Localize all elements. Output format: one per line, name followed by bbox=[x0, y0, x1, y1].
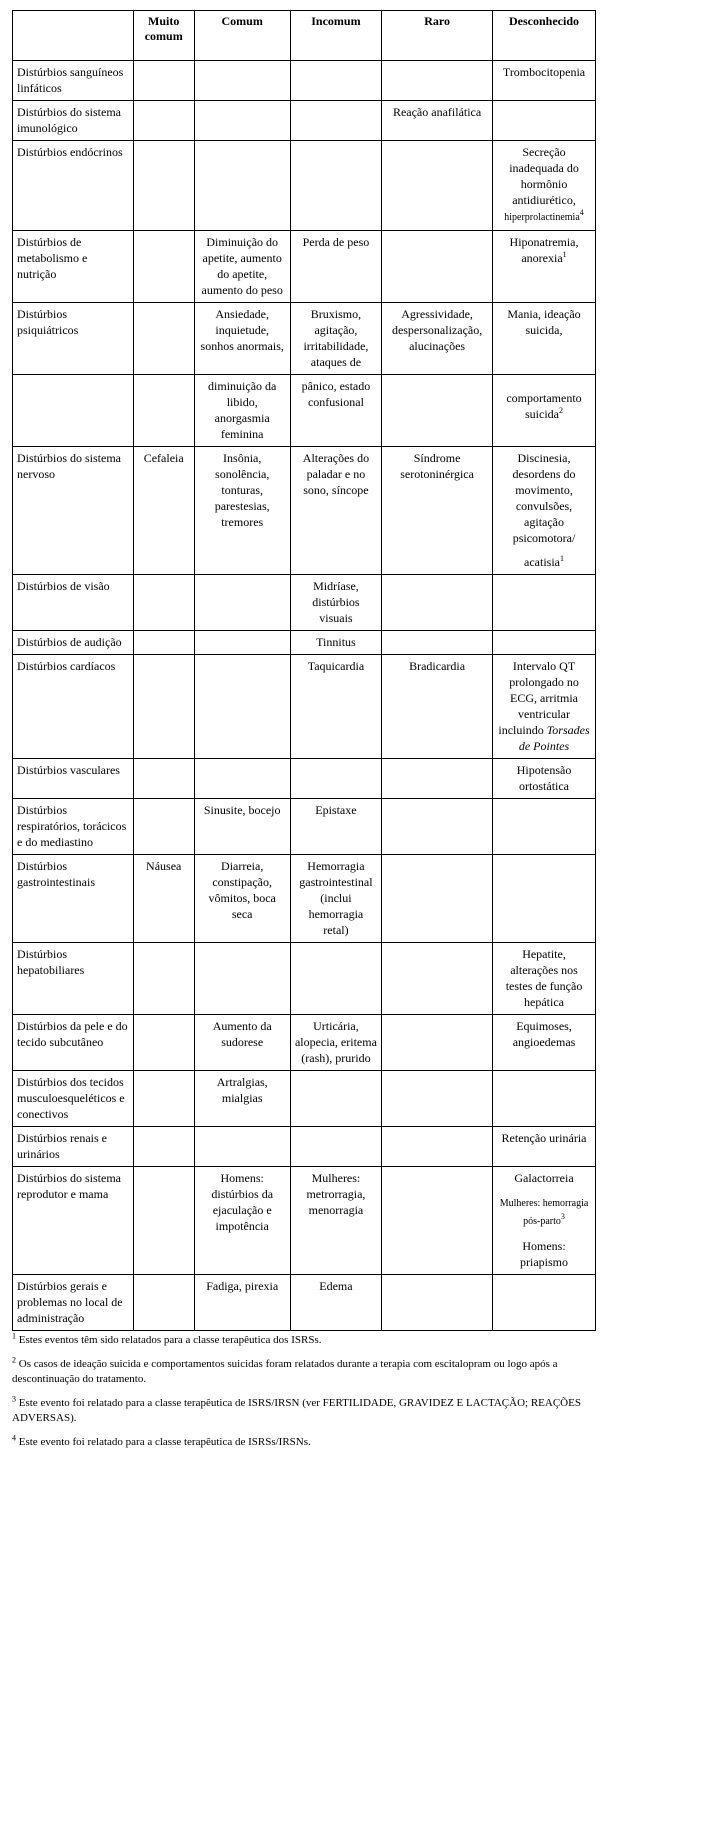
raro-cell bbox=[382, 375, 493, 447]
incomum-cell bbox=[290, 943, 381, 1015]
desconhecido-small-text: Mulheres: hemorragia pós-parto bbox=[499, 1198, 589, 1227]
desconhecido-cell bbox=[493, 101, 596, 141]
raro-cell bbox=[382, 1275, 493, 1331]
desconhecido-cell bbox=[493, 231, 596, 303]
table-row bbox=[13, 943, 596, 1015]
muito-comum-cell bbox=[133, 141, 194, 231]
muito-comum-cell bbox=[133, 1167, 194, 1275]
comum-cell: Insônia, sonolência, tonturas, parestesias, tremores bbox=[194, 447, 290, 575]
raro-cell bbox=[382, 1167, 493, 1275]
raro-cell bbox=[382, 759, 493, 799]
muito-comum-cell: Cefaleia bbox=[133, 447, 194, 575]
incomum-cell bbox=[290, 101, 381, 141]
comum-cell bbox=[194, 1127, 290, 1167]
system-cell: Distúrbios dos tecidos musculoesqueléticos e conectivos bbox=[13, 1071, 134, 1127]
footnote-number: 4 bbox=[12, 1433, 16, 1443]
desconhecido-cell bbox=[493, 575, 596, 631]
table-row bbox=[13, 447, 596, 575]
comum-cell: Fadiga, pirexia bbox=[194, 1275, 290, 1331]
table-row bbox=[13, 855, 596, 943]
muito-comum-cell bbox=[133, 1015, 194, 1071]
desconhecido-cell bbox=[493, 447, 596, 575]
adverse-reactions-table bbox=[12, 10, 596, 1331]
raro-cell bbox=[382, 1071, 493, 1127]
system-cell: Distúrbios do sistema imunológico bbox=[13, 101, 134, 141]
table-row bbox=[13, 1167, 596, 1275]
comum-cell: diminuição da libido, anorgasmia feminina bbox=[194, 375, 290, 447]
raro-cell bbox=[382, 799, 493, 855]
muito-comum-cell bbox=[133, 759, 194, 799]
incomum-cell: Midríase, distúrbios visuais bbox=[290, 575, 381, 631]
desconhecido-cell bbox=[493, 1071, 596, 1127]
raro-cell bbox=[382, 1127, 493, 1167]
header-muito-comum: Muito comum bbox=[133, 11, 194, 61]
raro-cell bbox=[382, 61, 493, 101]
muito-comum-cell bbox=[133, 655, 194, 759]
table-row bbox=[13, 141, 596, 231]
desconhecido-cell: Retenção urinária bbox=[493, 1127, 596, 1167]
incomum-cell: Perda de peso bbox=[290, 231, 381, 303]
table-row bbox=[13, 303, 596, 375]
desconhecido-cell bbox=[493, 1275, 596, 1331]
raro-cell bbox=[382, 141, 493, 231]
incomum-cell: Taquicardia bbox=[290, 655, 381, 759]
raro-cell bbox=[382, 943, 493, 1015]
desconhecido-cell: Hipotensão ortostática bbox=[493, 759, 596, 799]
desconhecido-text: comportamento suicida bbox=[506, 391, 582, 421]
raro-cell bbox=[382, 231, 493, 303]
incomum-cell bbox=[290, 61, 381, 101]
footnote-ref: 4 bbox=[579, 208, 584, 217]
comum-cell bbox=[194, 943, 290, 1015]
footnote-ref: 3 bbox=[560, 1212, 565, 1221]
footnote-ref: 1 bbox=[562, 250, 567, 259]
header-desconhecido: Desconhecido bbox=[493, 11, 596, 61]
footnote-text: Este evento foi relatado para a classe terapêutica de ISRS/IRSN (ver FERTILIDADE, GRAVIDEZ E LACTAÇÃO; REAÇÕES ADVERSAS). bbox=[12, 1397, 581, 1424]
incomum-cell: Alterações do paladar e no sono, síncope bbox=[290, 447, 381, 575]
desconhecido-text-2: acatisia bbox=[524, 555, 561, 569]
table-row bbox=[13, 375, 596, 447]
footnote-number: 3 bbox=[12, 1394, 16, 1404]
system-cell: Distúrbios gerais e problemas no local de administração bbox=[13, 1275, 134, 1331]
footnote-text: Estes eventos têm sido relatados para a classe terapêutica dos ISRSs. bbox=[18, 1334, 322, 1346]
muito-comum-cell bbox=[133, 1071, 194, 1127]
table-row bbox=[13, 231, 596, 303]
footnote-number: 2 bbox=[12, 1355, 16, 1365]
incomum-cell: Mulheres: metrorragia, menorragia bbox=[290, 1167, 381, 1275]
desconhecido-small-text: hiperprolactinemia bbox=[504, 212, 580, 223]
footnote bbox=[12, 1396, 608, 1426]
desconhecido-cell bbox=[493, 655, 596, 759]
raro-cell: Bradicardia bbox=[382, 655, 493, 759]
system-cell: Distúrbios hepatobiliares bbox=[13, 943, 134, 1015]
system-cell: Distúrbios renais e urinários bbox=[13, 1127, 134, 1167]
system-cell: Distúrbios respiratórios, torácicos e do mediastino bbox=[13, 799, 134, 855]
raro-cell bbox=[382, 631, 493, 655]
table-row bbox=[13, 1127, 596, 1167]
desconhecido-text: Galactorreia bbox=[514, 1171, 574, 1185]
muito-comum-cell bbox=[133, 575, 194, 631]
incomum-cell: Epistaxe bbox=[290, 799, 381, 855]
system-cell: Distúrbios do sistema nervoso bbox=[13, 447, 134, 575]
comum-cell bbox=[194, 61, 290, 101]
comum-cell bbox=[194, 141, 290, 231]
desconhecido-italic-text: Torsades de Pointes bbox=[518, 723, 590, 753]
system-cell: Distúrbios vasculares bbox=[13, 759, 134, 799]
system-cell: Distúrbios psiquiátricos bbox=[13, 303, 134, 375]
table-row bbox=[13, 799, 596, 855]
muito-comum-cell bbox=[133, 231, 194, 303]
table-row bbox=[13, 575, 596, 631]
incomum-cell bbox=[290, 1071, 381, 1127]
table-row bbox=[13, 631, 596, 655]
incomum-cell: Tinnitus bbox=[290, 631, 381, 655]
system-cell: Distúrbios gastrointestinais bbox=[13, 855, 134, 943]
header-raro: Raro bbox=[382, 11, 493, 61]
system-cell bbox=[13, 375, 134, 447]
system-cell: Distúrbios endócrinos bbox=[13, 141, 134, 231]
muito-comum-cell bbox=[133, 61, 194, 101]
raro-cell bbox=[382, 575, 493, 631]
header-incomum: Incomum bbox=[290, 11, 381, 61]
muito-comum-cell bbox=[133, 303, 194, 375]
muito-comum-cell bbox=[133, 943, 194, 1015]
desconhecido-text-3: Homens: priapismo bbox=[520, 1239, 569, 1269]
table-header-row bbox=[13, 11, 596, 61]
system-cell: Distúrbios de metabolismo e nutrição bbox=[13, 231, 134, 303]
muito-comum-cell bbox=[133, 375, 194, 447]
table-row bbox=[13, 1071, 596, 1127]
comum-cell bbox=[194, 575, 290, 631]
muito-comum-cell: Náusea bbox=[133, 855, 194, 943]
muito-comum-cell bbox=[133, 1127, 194, 1167]
comum-cell: Ansiedade, inquietude, sonhos anormais, bbox=[194, 303, 290, 375]
comum-cell: Artralgias, mialgias bbox=[194, 1071, 290, 1127]
footnote-text: Os casos de ideação suicida e comportamentos suicidas foram relatados durante a terapia com escitalopram ou logo após a descontinuação do tratamento. bbox=[12, 1358, 558, 1385]
comum-cell bbox=[194, 101, 290, 141]
header-comum: Comum bbox=[194, 11, 290, 61]
system-cell: Distúrbios de visão bbox=[13, 575, 134, 631]
incomum-cell: pânico, estado confusional bbox=[290, 375, 381, 447]
desconhecido-cell bbox=[493, 375, 596, 447]
muito-comum-cell bbox=[133, 631, 194, 655]
footnote-text: Este evento foi relatado para a classe terapêutica de ISRSs/IRSNs. bbox=[18, 1436, 311, 1448]
desconhecido-text: Hiponatremia, anorexia bbox=[509, 235, 579, 265]
desconhecido-cell: Equimoses, angioedemas bbox=[493, 1015, 596, 1071]
raro-cell: Reação anafilática bbox=[382, 101, 493, 141]
footnote-ref: 2 bbox=[559, 406, 564, 415]
comum-cell: Aumento da sudorese bbox=[194, 1015, 290, 1071]
muito-comum-cell bbox=[133, 101, 194, 141]
raro-cell: Agressividade, despersonalização, alucinações bbox=[382, 303, 493, 375]
footnote-ref: 1 bbox=[560, 554, 565, 563]
comum-cell: Homens: distúrbios da ejaculação e impotência bbox=[194, 1167, 290, 1275]
table-row bbox=[13, 655, 596, 759]
incomum-cell bbox=[290, 1127, 381, 1167]
incomum-cell: Urticária, alopecia, eritema (rash), prurido bbox=[290, 1015, 381, 1071]
comum-cell bbox=[194, 759, 290, 799]
system-cell: Distúrbios do sistema reprodutor e mama bbox=[13, 1167, 134, 1275]
incomum-cell: Edema bbox=[290, 1275, 381, 1331]
comum-cell: Sinusite, bocejo bbox=[194, 799, 290, 855]
desconhecido-text: Intervalo QT prolongado no ECG, arritmia ventricular incluindo bbox=[498, 659, 579, 737]
comum-cell: Diarreia, constipação, vômitos, boca seca bbox=[194, 855, 290, 943]
footnote bbox=[12, 1435, 608, 1450]
desconhecido-cell bbox=[493, 631, 596, 655]
desconhecido-cell bbox=[493, 1167, 596, 1275]
table-row bbox=[13, 759, 596, 799]
system-cell: Distúrbios da pele e do tecido subcutâneo bbox=[13, 1015, 134, 1071]
incomum-cell: Bruxismo, agitação, irritabilidade, ataques de bbox=[290, 303, 381, 375]
raro-cell bbox=[382, 1015, 493, 1071]
incomum-cell bbox=[290, 759, 381, 799]
desconhecido-cell: Mania, ideação suicida, bbox=[493, 303, 596, 375]
muito-comum-cell bbox=[133, 799, 194, 855]
footnote bbox=[12, 1357, 608, 1387]
comum-cell bbox=[194, 655, 290, 759]
system-cell: Distúrbios de audição bbox=[13, 631, 134, 655]
desconhecido-cell: Trombocitopenia bbox=[493, 61, 596, 101]
desconhecido-cell bbox=[493, 141, 596, 231]
system-cell: Distúrbios sanguíneos linfáticos bbox=[13, 61, 134, 101]
desconhecido-text: Discinesia, desordens do movimento, convulsões, agitação psicomotora/ bbox=[512, 451, 576, 545]
incomum-cell: Hemorragia gastrointestinal (inclui hemorragia retal) bbox=[290, 855, 381, 943]
raro-cell bbox=[382, 855, 493, 943]
footnotes bbox=[12, 1333, 608, 1450]
desconhecido-text: Secreção inadequada do hormônio antidiurético, bbox=[509, 145, 579, 207]
comum-cell: Diminuição do apetite, aumento do apetite, aumento do peso bbox=[194, 231, 290, 303]
comum-cell bbox=[194, 631, 290, 655]
table-row bbox=[13, 61, 596, 101]
table-row bbox=[13, 101, 596, 141]
table-row bbox=[13, 1015, 596, 1071]
incomum-cell bbox=[290, 141, 381, 231]
table-row bbox=[13, 1275, 596, 1331]
desconhecido-cell: Hepatite, alterações nos testes de função hepática bbox=[493, 943, 596, 1015]
desconhecido-cell bbox=[493, 799, 596, 855]
footnote-number: 1 bbox=[12, 1331, 16, 1341]
header-system bbox=[13, 11, 134, 61]
desconhecido-cell bbox=[493, 855, 596, 943]
footnote bbox=[12, 1333, 608, 1348]
system-cell: Distúrbios cardíacos bbox=[13, 655, 134, 759]
muito-comum-cell bbox=[133, 1275, 194, 1331]
raro-cell: Síndrome serotoninérgica bbox=[382, 447, 493, 575]
